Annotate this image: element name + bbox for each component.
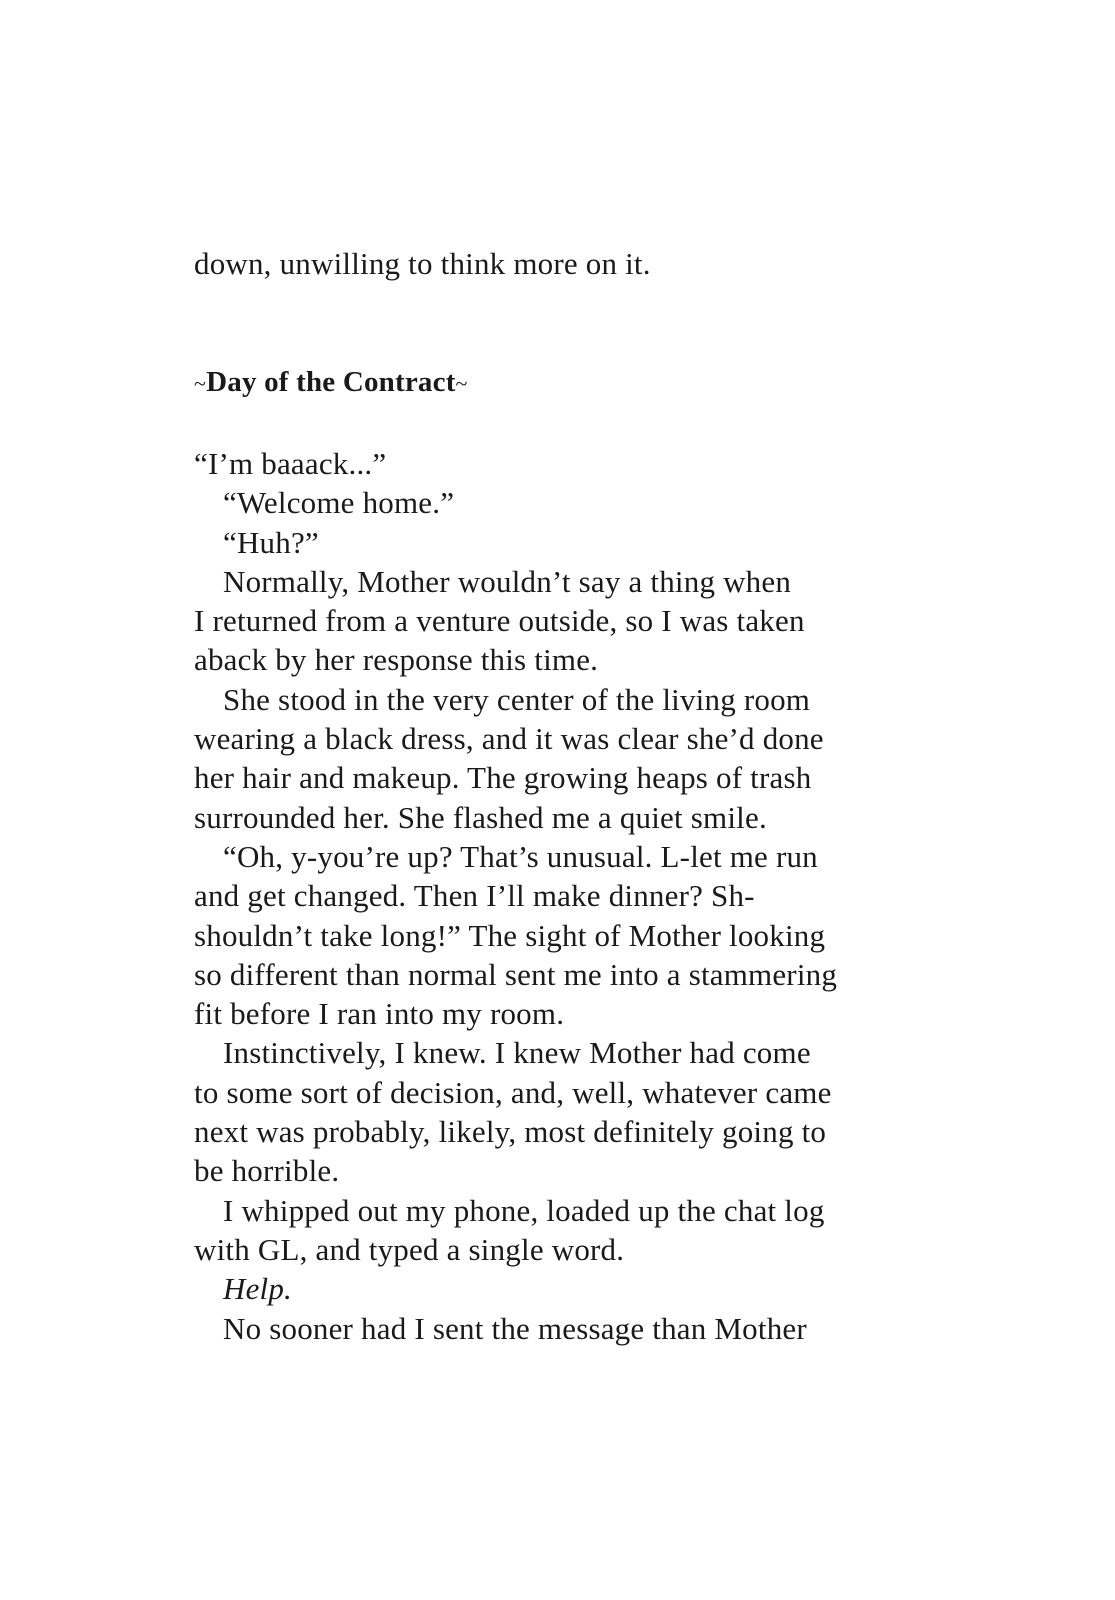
text-line: “Oh, y-you’re up? That’s unusual. L-let me run — [223, 838, 818, 874]
text-line: aback by her response this time. — [194, 642, 599, 678]
text-line: so different than normal sent me into a stammering — [194, 956, 838, 992]
text-line: Normally, Mother wouldn’t say a thing when — [223, 563, 792, 599]
text-line: surrounded her. She flashed me a quiet smile. — [194, 799, 767, 835]
text-line: “Welcome home.” — [223, 485, 455, 521]
opening-paragraph — [194, 244, 914, 283]
heading-tilde-left: ~ — [194, 371, 207, 396]
text-line: I returned from a venture outside, so I was taken — [194, 603, 805, 639]
text-line: and get changed. Then I’ll make dinner? Sh- — [194, 878, 755, 914]
text-line: to some sort of decision, and, well, whatever came — [194, 1074, 832, 1110]
text-line: shouldn’t take long!” The sight of Mother looking — [194, 917, 826, 953]
text-line: wearing a black dress, and it was clear she’d done — [194, 721, 824, 757]
text-line: “Huh?” — [223, 524, 319, 560]
text-line: fit before I ran into my room. — [194, 996, 565, 1032]
text-line: be horrible. — [194, 1153, 340, 1189]
text-line: She stood in the very center of the living room — [223, 681, 811, 717]
section-heading — [194, 363, 914, 402]
text-line: Help. — [223, 1271, 293, 1307]
text-line: her hair and makeup. The growing heaps of trash — [194, 760, 812, 796]
text-line: No sooner had I sent the message than Mother — [223, 1310, 807, 1346]
text-line: with GL, and typed a single word. — [194, 1231, 625, 1267]
text-line: “I’m baaack...” — [194, 446, 387, 481]
text-line: down, unwilling to think more on it. — [194, 246, 651, 281]
text-line: I whipped out my phone, loaded up the chat log — [223, 1192, 825, 1228]
heading-title: Day of the Contract — [206, 366, 456, 398]
heading-tilde-right: ~ — [455, 371, 468, 396]
body-text — [194, 444, 914, 1348]
text-line: next was probably, likely, most definitely going to — [194, 1114, 827, 1150]
text-line: Instinctively, I knew. I knew Mother had come — [223, 1035, 811, 1071]
